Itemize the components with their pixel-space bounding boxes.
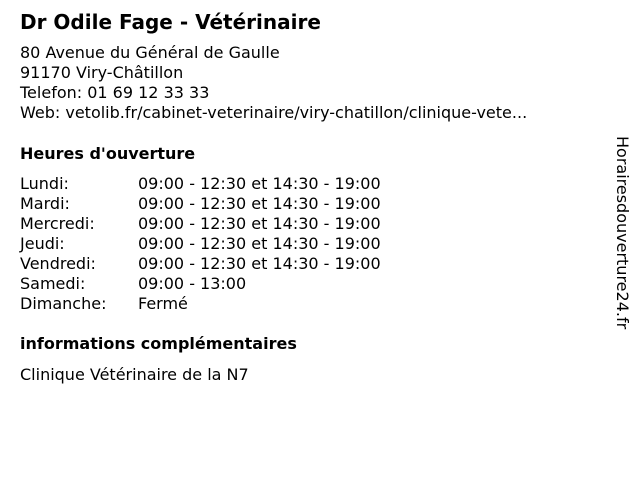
opening-hours-table bbox=[20, 174, 381, 314]
hours-row-dimanche bbox=[20, 294, 381, 314]
hours-row-mercredi bbox=[20, 214, 381, 234]
hours-row-samedi bbox=[20, 274, 381, 294]
hours-time: 09:00 - 13:00 bbox=[138, 274, 247, 293]
hours-time: 09:00 - 12:30 et 14:30 - 19:00 bbox=[138, 234, 381, 253]
business-title: Dr Odile Fage - Vétérinaire bbox=[20, 10, 321, 34]
hours-time: Fermé bbox=[138, 294, 188, 313]
hours-time: 09:00 - 12:30 et 14:30 - 19:00 bbox=[138, 254, 381, 273]
hours-day: Dimanche: bbox=[20, 294, 107, 313]
hours-day: Samedi: bbox=[20, 274, 86, 293]
hours-row-lundi bbox=[20, 174, 381, 194]
hours-day: Jeudi: bbox=[20, 234, 65, 253]
hours-time: 09:00 - 12:30 et 14:30 - 19:00 bbox=[138, 174, 381, 193]
hours-day: Lundi: bbox=[20, 174, 69, 193]
hours-day: Vendredi: bbox=[20, 254, 96, 273]
hours-day: Mardi: bbox=[20, 194, 70, 213]
address-line-2: 91170 Viry-Châtillon bbox=[20, 63, 184, 82]
hours-row-mardi bbox=[20, 194, 381, 214]
additional-info-heading: informations complémentaires bbox=[20, 334, 297, 353]
phone-number: Telefon: 01 69 12 33 33 bbox=[20, 83, 210, 102]
contact-block bbox=[20, 43, 527, 123]
website-link: Web: vetolib.fr/cabinet-veterinaire/viry-chatillon/clinique-vete... bbox=[20, 103, 528, 122]
opening-hours-heading: Heures d'ouverture bbox=[20, 144, 196, 163]
hours-row-vendredi bbox=[20, 254, 381, 274]
site-watermark: Horairesdouverture24.fr bbox=[613, 136, 632, 330]
additional-info-text: Clinique Vétérinaire de la N7 bbox=[20, 365, 249, 384]
hours-time: 09:00 - 12:30 et 14:30 - 19:00 bbox=[138, 214, 381, 233]
hours-day: Mercredi: bbox=[20, 214, 95, 233]
hours-row-jeudi bbox=[20, 234, 381, 254]
hours-time: 09:00 - 12:30 et 14:30 - 19:00 bbox=[138, 194, 381, 213]
address-line-1: 80 Avenue du Général de Gaulle bbox=[20, 43, 280, 62]
